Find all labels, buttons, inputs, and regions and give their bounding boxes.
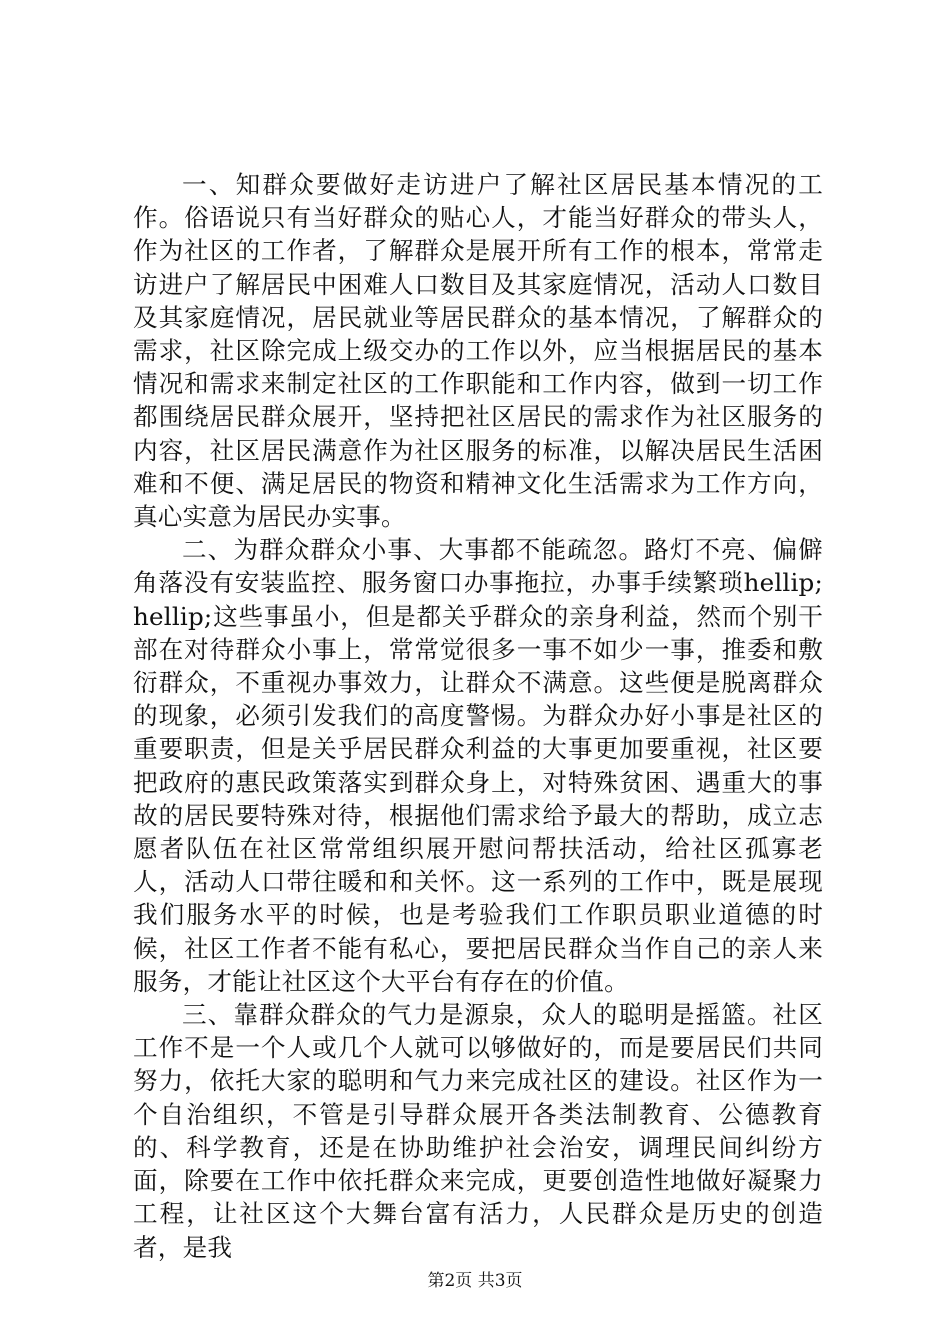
paragraph-1: 一、知群众要做好走访进户了解社区居民基本情况的工作。俗语说只有当好群众的贴心人，才能当好群众的带头人，作为社区的工作者，了解群众是展开所有工作的根本，常常走访进户了解居民中困难人口数目及其家庭情况，活动人口数目及其家庭情况，居民就业等居民群众的基本情况，了解群众的需求，社区除完成上级交办的工作以外，应当根据居民的基本情况和需求来制定社区的工作职能和工作内容，做到一切工作都围绕居民群众展开，坚持把社区居民的需求作为社区服务的内容，社区居民满意作为社区服务的标准，以解决居民生活困难和不便、满足居民的物资和精神文化生活需求为工作方向，真心实意为居民办实事。	[133, 170, 823, 532]
paragraph-2: 二、为群众群众小事、大事都不能疏忽。路灯不亮、偏僻角落没有安装监控、服务窗口办事拖拉，办事手续繁琐hellip;hellip;这些事虽小，但是都关乎群众的亲身利益，然而个别干部在对待群众小事上，常常觉很多一事不如少一事，推委和敷衍群众，不重视办事效力，让群众不满意。这些便是脱离群众的现象，必须引发我们的高度警惕。为群众办好小事是社区的重要职责，但是关乎居民群众利益的大事更加要重视，社区要把政府的惠民政策落实到群众身上，对特殊贫困、遇重大的事故的居民要特殊对待，根据他们需求给予最大的帮助，成立志愿者队伍在社区常常组织展开慰问帮扶活动，给社区孤寡老人，活动人口带往暖和和关怀。这一系列的工作中，既是展现我们服务水平的时候，也是考验我们工作职员职业道德的时候，社区工作者不能有私心，要把居民群众当作自己的亲人来服务，才能让社区这个大平台有存在的价值。	[133, 535, 823, 996]
paragraph-3: 三、靠群众群众的气力是源泉，众人的聪明是摇篮。社区工作不是一个人或几个人就可以够做好的，而是要居民们共同努力，依托大家的聪明和气力来完成社区的建设。社区作为一个自治组织，不管是引导群众展开各类法制教育、公德教育的、科学教育，还是在协助维护社会治安，调理民间纠纷方面，除要在工作中依托群众来完成，更要创造性地做好凝聚力工程，让社区这个大舞台富有活力，人民群众是历史的创造者，是我	[133, 1000, 823, 1262]
page-number-footer: 第2页 共3页	[427, 1271, 523, 1291]
document-body	[133, 168, 823, 1264]
